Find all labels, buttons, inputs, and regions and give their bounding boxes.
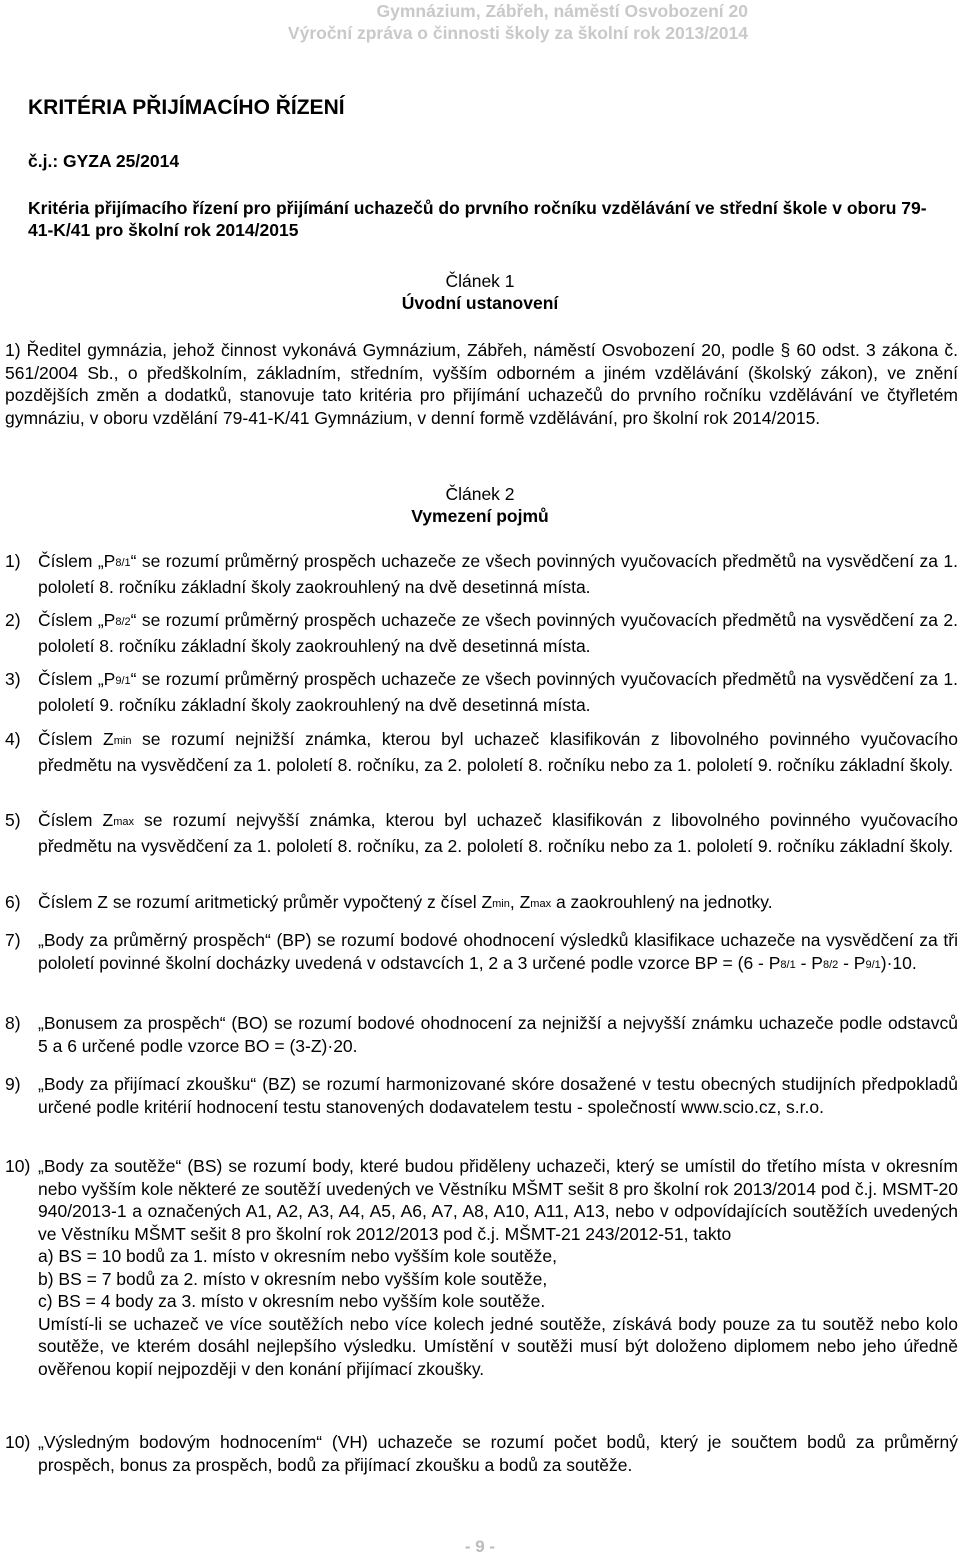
article-1-heading: Článek 1 (445, 271, 515, 291)
definition-item-2: 2) Číslem $„P_{8/2}“$ se rozumí průměrný prospěch uchazeče ze všech povinných vyučovacích předmětů na vysvědčení za 2. pololetí 8. ročníku základní školy zaokrouhlený na dvě desetinná místa. (5, 610, 958, 656)
header-school: Gymnázium, Zábřeh, náměstí Osvobození 20 (376, 1, 748, 21)
definition-item-1: 1) Číslem $„P_{8/1}“$ se rozumí průměrný prospěch uchazeče ze všech povinných vyučovacích předmětů na vysvědčení za 1. pololetí 8. ročníku základní školy zaokrouhlený na dvě desetinná místa. (5, 551, 958, 597)
definition-item-9: 9) „Body za přijímací zkoušku“ (BZ) se rozumí harmonizované skóre dosažené v testu obecných studijních předpokladů určené podle kritérií hodnocení testu stanovených dodavatelem testu - společností www.scio.cz, s.r.o. (5, 1074, 958, 1117)
bs-rule-c: c) BS = 4 body za 3. místo v okresním nebo vyšším kole soutěže. (38, 1291, 546, 1311)
bs-rule-b: b) BS = 7 bodů za 2. místo v okresním nebo vyšším kole soutěže, (38, 1268, 548, 1289)
bs-rule-tail: Umístí-li se uchazeč ve více soutěžích nebo více kolech jedné soutěže, získává body pouze za tu soutěž nebo kolo soutěže, ve kterém dosáhl nejlepšího výsledku. Umístění v soutěži musí být doloženo diplomem nebo jeho úředně ověřenou kopií nejpozději v den konání přijímací zkoušky. (38, 1313, 958, 1379)
page-number: - 9 - (464, 1537, 496, 1556)
definition-item-10: 10) „Body za soutěže“ (BS) se rozumí body, které budou přiděleny uchazeči, který se umístil do třetího místa v okresním nebo vyšším kole některé ze soutěží uvedených ve Věstníku MŠMT sešit 8 pro školní rok 2013/2014 pod č.j. MSMT-20 940/2013-1 a označených A1, A2, A3, A4, A5, A6, A7, A8, A10, A11, A13, nebo v odpovídajících soutěžích uvedených ve Věstníku MŠMT sešit 8 pro školní rok 2012/2013 pod č.j. MŠMT-21 243/2012-51, takto a) BS = 10 bodů za 1. místo v okresním nebo vyšším kole soutěže, b) BS = 7 bodů za 2. místo v okresním nebo vyšším kole soutěže, c) BS = 4 body za 3. místo v okresním nebo vyšším kole soutěže. Umístí-li se uchazeč ve více soutěžích nebo více kolech jedné soutěže, získává body pouze za tu soutěž nebo kolo soutěže, ve kterém dosáhl nejlepšího výsledku. Umístění v soutěži musí být doloženo diplomem nebo jeho úředně ověřenou kopií nejpozději v den konání přijímací zkoušky. (5, 1156, 958, 1379)
definition-item-7: 7) „Body za průměrný prospěch“ (BP) se rozumí bodové ohodnocení výsledků klasifikace uchazeče na vysvědčení za tři pololetí povinné školní docházky uvedená v odstavcích 1, 2 a 3 určené podle vzorce BP = $(6 - P_{8/1} - P_{8/2} - P_{9/1})\cdot 10$. (5, 930, 958, 973)
article-1-paragraph: 1) Ředitel gymnázia, jehož činnost vykonává Gymnázium, Zábřeh, náměstí Osvobození 20, podle § 60 odst. 3 zákona č. 561/2004 Sb., o předškolním, základním, středním, vyšším odborném a jiném vzdělávání (školský zákon), ve znění pozdějších změn a dodatků, stanovuje tato kritéria pro přijímání uchazečů do prvního ročníku vzdělávání ve čtyřletém gymnáziu, v oboru vzdělání 79-41-K/41 Gymnázium, v denní formě vzdělávání, pro školní rok 2014/2015. (5, 340, 958, 428)
definition-item-11: 10) „Výsledným bodovým hodnocením“ (VH) uchazeče se rozumí počet bodů, který je součtem bodů za průměrný prospěch, bonus za prospěch, bodů za přijímací zkoušku a bodů za soutěže. (5, 1432, 958, 1475)
definition-item-3: 3) Číslem $„P_{9/1}“$ se rozumí průměrný prospěch uchazeče ze všech povinných vyučovacích předmětů na vysvědčení za 1. pololetí 9. ročníku základní školy zaokrouhlený na dvě desetinná místa. (5, 669, 958, 715)
definition-item-4: 4) Číslem $Z_{min}$ se rozumí nejnižší známka, kterou byl uchazeč klasifikován z libovolného povinného vyučovacího předmětu na vysvědčení za 1. pololetí 8. ročníku, za 2. pololetí 8. ročníku nebo za 1. pololetí 9. ročníku základní školy. (5, 729, 959, 775)
article-1-header (0, 270, 960, 314)
header-report: Výroční zpráva o činnosti školy za školní rok 2013/2014 (287, 23, 748, 43)
article-2-header (0, 483, 960, 527)
intro-heading: Kritéria přijímacího řízení pro přijímání uchazečů do prvního ročníku vzdělávání ve střední škole v oboru 79-41-K/41 pro školní rok 2014/2015 (28, 198, 927, 240)
definition-item-8: 8) „Bonusem za prospěch“ (BO) se rozumí bodové ohodnocení za nejnižší a nejvyšší známku uchazeče podle odstavců 5 a 6 určené podle vzorce BO = (3-Z)·20. (5, 1013, 958, 1056)
document-title: KRITÉRIA PŘIJÍMACÍHO ŘÍZENÍ (28, 96, 345, 119)
article-2-heading: Článek 2 (445, 484, 515, 504)
article-1-subheading: Úvodní ustanovení (401, 293, 559, 313)
definition-item-6: 6) Číslem Z se rozumí aritmetický průměr vypočtený z čísel $Z_{min}$, $Z_{max}$ a zaokrouhlený na jednotky. (5, 892, 773, 912)
definition-item-5: 5) Číslem $Z_{max}$ se rozumí nejvyšší známka, kterou byl uchazeč klasifikován z libovolného povinného vyučovacího předmětu na vysvědčení za 1. pololetí 8. ročníku, za 2. pololetí 8. ročníku nebo za 1. pololetí 9. ročníku základní školy. (5, 810, 958, 856)
reference-number: č.j.: GYZA 25/2014 (28, 151, 180, 171)
bs-rule-a: a) BS = 10 bodů za 1. místo v okresním nebo vyšším kole soutěže, (38, 1246, 557, 1266)
article-2-subheading: Vymezení pojmů (411, 506, 549, 526)
